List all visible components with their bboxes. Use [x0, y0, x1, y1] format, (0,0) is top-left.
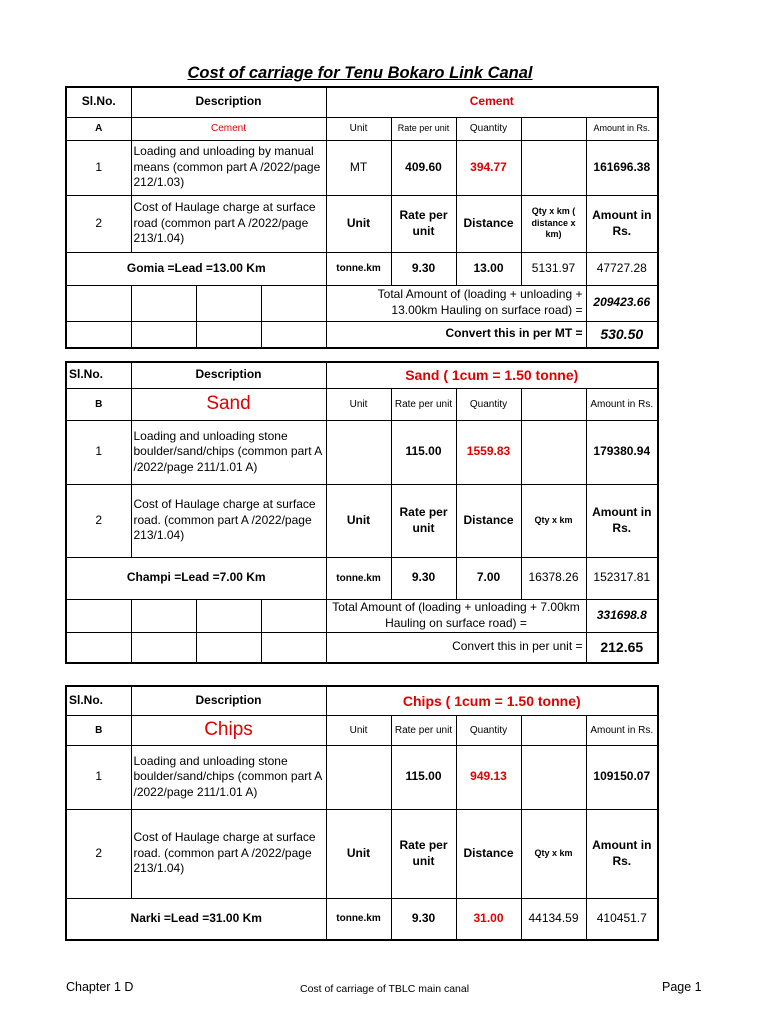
unit-header: Unit — [326, 388, 391, 420]
row-description: Cost of Haulage charge at surface road (common part A /2022/page 213/1.04) — [131, 195, 326, 252]
material-header: Sand ( 1cum = 1.50 tonne) — [326, 362, 658, 388]
qty-km-label: Qty x km ( distance x km) — [521, 195, 586, 252]
distance-label: Distance — [456, 195, 521, 252]
rate-label: Rate per unit — [391, 809, 456, 898]
qty-km-label: Qty x km — [521, 484, 586, 557]
description-header: Description — [131, 362, 326, 388]
lead-qty-km: 16378.26 — [521, 557, 586, 599]
material-header: Cement — [326, 87, 658, 117]
lead-qty-km: 44134.59 — [521, 898, 586, 940]
row-number: 2 — [66, 809, 131, 898]
row-number: 2 — [66, 195, 131, 252]
lead-distance: 31.00 — [456, 898, 521, 940]
lead-unit: tonne.km — [326, 252, 391, 285]
row-quantity: 1559.83 — [456, 420, 521, 484]
lead-description: Gomia =Lead =13.00 Km — [66, 252, 326, 285]
footer-chapter: Chapter 1 D — [66, 980, 134, 994]
amount-header: Amount in Rs. — [586, 117, 658, 140]
lead-qty-km: 5131.97 — [521, 252, 586, 285]
total-value: 209423.66 — [586, 285, 658, 321]
footer-page-number: Page 1 — [662, 980, 702, 994]
row-description: Loading and unloading stone boulder/sand/chips (common part A /2022/page 211/1.01 A) — [131, 420, 326, 484]
lead-amount: 152317.81 — [586, 557, 658, 599]
row-amount: 179380.94 — [586, 420, 658, 484]
unit-label: Unit — [326, 809, 391, 898]
sand-table — [65, 361, 659, 664]
amount-label: Amount in Rs. — [586, 484, 658, 557]
amount-label: Amount in Rs. — [586, 809, 658, 898]
section-id: B — [66, 715, 131, 745]
rate-header: Rate per unit — [391, 117, 456, 140]
convert-label: Convert this in per MT = — [326, 321, 586, 348]
convert-value: 212.65 — [586, 632, 658, 663]
row-number: 2 — [66, 484, 131, 557]
quantity-header: Quantity — [456, 388, 521, 420]
chips-table — [65, 685, 659, 941]
convert-value: 530.50 — [586, 321, 658, 348]
slno-header: Sl.No. — [66, 686, 131, 715]
total-value: 331698.8 — [586, 599, 658, 632]
material-header: Chips ( 1cum = 1.50 tonne) — [326, 686, 658, 715]
description-header: Description — [131, 686, 326, 715]
rate-label: Rate per unit — [391, 195, 456, 252]
unit-header: Unit — [326, 117, 391, 140]
unit-label: Unit — [326, 195, 391, 252]
row-quantity: 394.77 — [456, 140, 521, 195]
row-quantity: 949.13 — [456, 745, 521, 809]
total-label: Total Amount of (loading + unloading + 13.00km Hauling on surface road) = — [326, 285, 586, 321]
description-header: Description — [131, 87, 326, 117]
row-description: Cost of Haulage charge at surface road. (common part A /2022/page 213/1.04) — [131, 809, 326, 898]
row-number: 1 — [66, 745, 131, 809]
rate-header: Rate per unit — [391, 715, 456, 745]
lead-amount: 410451.7 — [586, 898, 658, 940]
row-description: Loading and unloading stone boulder/sand/chips (common part A /2022/page 211/1.01 A) — [131, 745, 326, 809]
lead-rate: 9.30 — [391, 252, 456, 285]
row-rate: 409.60 — [391, 140, 456, 195]
lead-rate: 9.30 — [391, 898, 456, 940]
lead-unit: tonne.km — [326, 898, 391, 940]
section-name: Sand — [131, 388, 326, 420]
section-name: Cement — [131, 117, 326, 140]
row-rate: 115.00 — [391, 420, 456, 484]
lead-distance: 7.00 — [456, 557, 521, 599]
section-name: Chips — [131, 715, 326, 745]
row-rate: 115.00 — [391, 745, 456, 809]
qty-km-label: Qty x km — [521, 809, 586, 898]
row-amount: 109150.07 — [586, 745, 658, 809]
row-description: Cost of Haulage charge at surface road. (common part A /2022/page 213/1.04) — [131, 484, 326, 557]
total-label: Total Amount of (loading + unloading + 7.00km Hauling on surface road) = — [326, 599, 586, 632]
amount-header: Amount in Rs. — [586, 388, 658, 420]
section-id: B — [66, 388, 131, 420]
quantity-header: Quantity — [456, 715, 521, 745]
section-id: A — [66, 117, 131, 140]
lead-unit: tonne.km — [326, 557, 391, 599]
quantity-header: Quantity — [456, 117, 521, 140]
amount-label: Amount in Rs. — [586, 195, 658, 252]
lead-amount: 47727.28 — [586, 252, 658, 285]
distance-label: Distance — [456, 484, 521, 557]
rate-header: Rate per unit — [391, 388, 456, 420]
row-amount: 161696.38 — [586, 140, 658, 195]
row-description: Loading and unloading by manual means (common part A /2022/page 212/1.03) — [131, 140, 326, 195]
lead-rate: 9.30 — [391, 557, 456, 599]
row-unit: MT — [326, 140, 391, 195]
page-title: Cost of carriage for Tenu Bokaro Link Canal — [187, 64, 533, 82]
slno-header: Sl.No. — [66, 87, 131, 117]
lead-distance: 13.00 — [456, 252, 521, 285]
row-number: 1 — [66, 420, 131, 484]
slno-header: Sl.No. — [66, 362, 131, 388]
lead-description: Champi =Lead =7.00 Km — [66, 557, 326, 599]
lead-description: Narki =Lead =31.00 Km — [66, 898, 326, 940]
distance-label: Distance — [456, 809, 521, 898]
unit-header: Unit — [326, 715, 391, 745]
footer-caption: Cost of carriage of TBLC main canal — [300, 983, 470, 995]
unit-label: Unit — [326, 484, 391, 557]
rate-label: Rate per unit — [391, 484, 456, 557]
row-number: 1 — [66, 140, 131, 195]
convert-label: Convert this in per unit = — [326, 632, 586, 663]
cement-table — [65, 86, 659, 349]
amount-header: Amount in Rs. — [586, 715, 658, 745]
